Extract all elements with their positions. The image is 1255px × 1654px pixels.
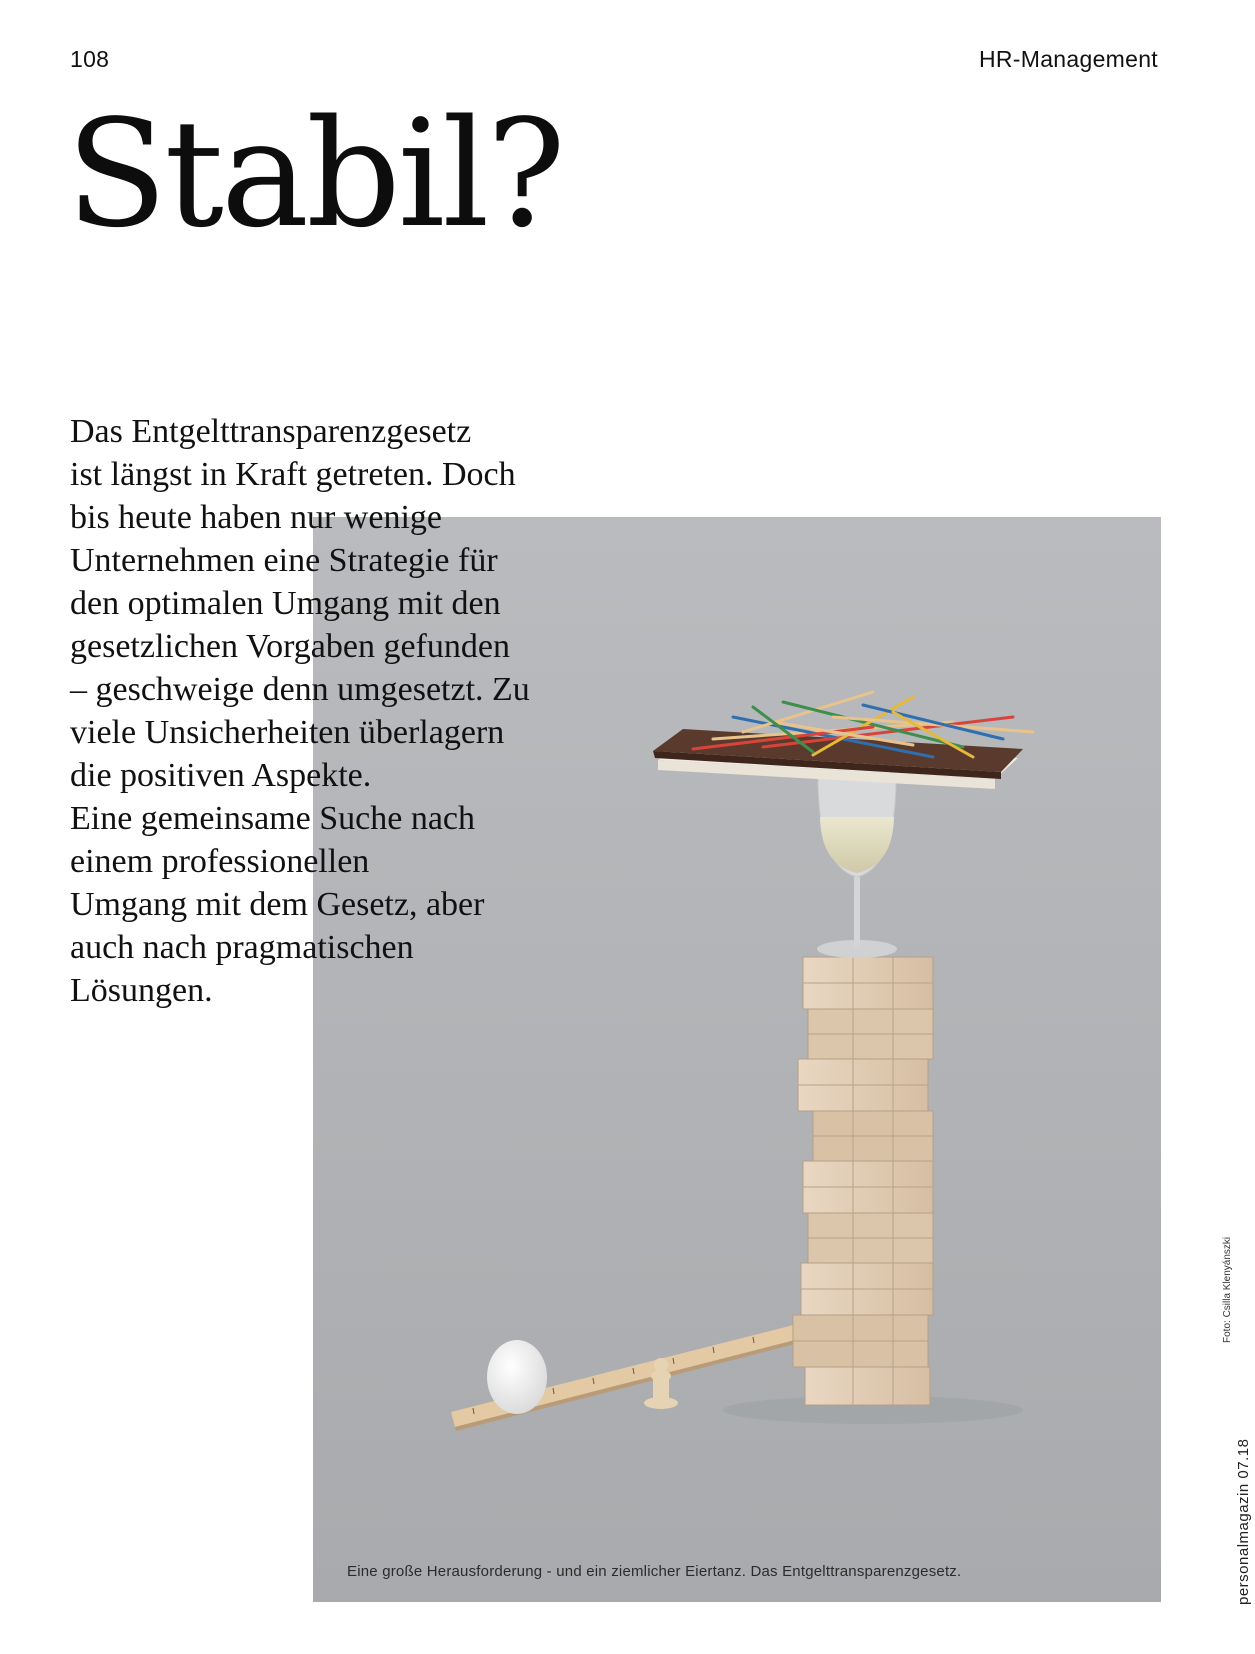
lead-line: Unternehmen eine Strategie für	[70, 542, 498, 579]
section-label: HR-Management	[978, 46, 1158, 72]
lead-line: die positiven Aspekte.	[70, 757, 372, 794]
page-title: Stabil?	[66, 88, 563, 260]
photo-caption: Eine große Herausforderung - und ein ziemlicher Eiertanz. Das Entgelttransparenzgesetz.	[347, 1563, 962, 1580]
page-number: 108	[70, 46, 110, 72]
lead-line: bis heute haben nur wenige	[70, 499, 442, 536]
lead-line: Das Entgelttransparenzgesetz	[70, 413, 472, 450]
lead-line: den optimalen Umgang mit den	[70, 585, 501, 622]
lead-line: Umgang mit dem Gesetz, aber	[70, 886, 485, 923]
lead-line: ist längst in Kraft getreten. Doch	[70, 456, 516, 493]
egg	[487, 1340, 547, 1414]
lead-line: viele Unsicherheiten überlagern	[70, 714, 505, 751]
photo-credit: Foto: Csilla Klenyánszki	[1222, 1236, 1233, 1343]
lead-line: Lösungen.	[70, 972, 213, 1009]
wine-glass	[817, 777, 897, 958]
lead-line: einem professionellen	[70, 843, 370, 880]
magazine-issue: personalmagazin 07.18	[1235, 1438, 1252, 1605]
lead-line: – geschweige denn umgesetzt. Zu	[70, 671, 530, 708]
lead-line: Eine gemeinsame Suche nach	[70, 800, 476, 837]
lead-line: auch nach pragmatischen	[70, 929, 414, 966]
jenga-tower	[793, 957, 933, 1405]
lead-paragraph	[70, 410, 590, 1012]
lead-line: gesetzlichen Vorgaben gefunden	[70, 628, 510, 665]
